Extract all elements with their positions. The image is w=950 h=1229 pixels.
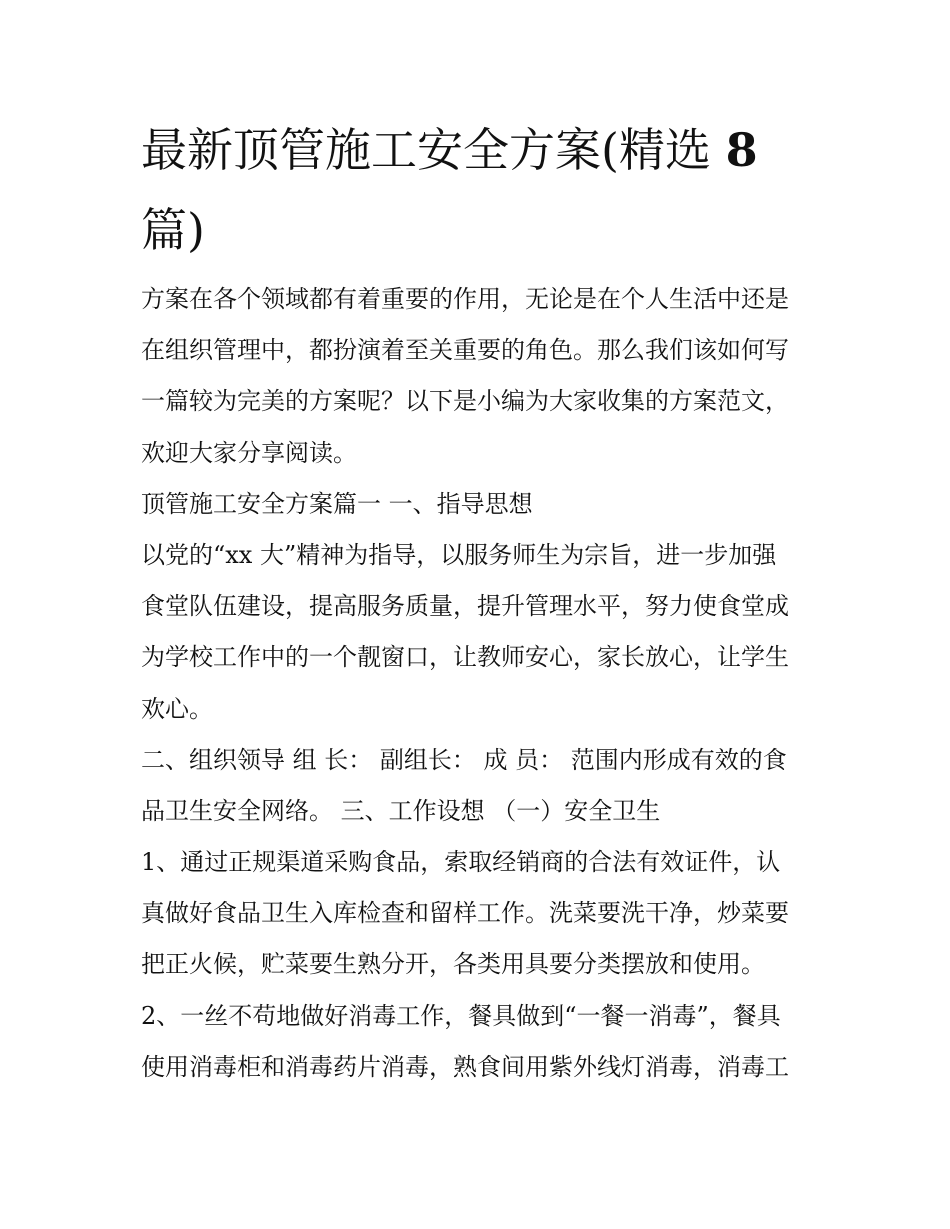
body-line: 1、通过正规渠道采购食品，索取经销商的合法有效证件，认 [141, 848, 781, 877]
title-line-2-text: 篇) [141, 203, 205, 257]
body-line: 品卫生安全网络。 三、工作设想 （一）安全卫生 [141, 796, 661, 825]
body-line: 食堂队伍建设，提高服务质量，提升管理水平，努力使食堂成 [141, 592, 789, 621]
body-line: 使用消毒柜和消毒药片消毒，熟食间用紫外线灯消毒，消毒工 [141, 1052, 789, 1081]
body-line: 在组织管理中，都扮演着至关重要的角色。那么我们该如何写 [141, 336, 789, 365]
section-heading-line: 顶管施工安全方案篇一 一、指导思想 [141, 489, 533, 518]
body-line: 欢心。 [141, 694, 213, 723]
title-line-2 [141, 190, 813, 270]
body-line: 欢迎大家分享阅读。 [141, 438, 357, 467]
title-line-1-text: 最新顶管施工安全方案(精选 8 [141, 123, 758, 177]
document-content [141, 110, 813, 1093]
body-line: 把正火候，贮菜要生熟分开，各类用具要分类摆放和使用。 [141, 950, 765, 979]
title-line-1 [141, 110, 813, 190]
body-line: 二、组织领导 组 长： 副组长： 成 员： 范围内形成有效的食 [141, 745, 787, 774]
body-line: 2、一丝不苟地做好消毒工作，餐具做到“一餐一消毒”，餐具 [141, 1001, 781, 1030]
body-line: 以党的“xx 大”精神为指导，以服务师生为宗旨，进一步加强 [141, 540, 777, 569]
body-line: 一篇较为完美的方案呢？以下是小编为大家收集的方案范文， [141, 387, 789, 416]
document-title [141, 110, 813, 270]
document-body [141, 274, 813, 1093]
body-line: 为学校工作中的一个靓窗口，让教师安心，家长放心，让学生 [141, 643, 789, 672]
body-line: 真做好食品卫生入库检查和留样工作。洗菜要洗干净，炒菜要 [141, 899, 789, 928]
body-line: 方案在各个领域都有着重要的作用，无论是在个人生活中还是 [141, 285, 789, 313]
